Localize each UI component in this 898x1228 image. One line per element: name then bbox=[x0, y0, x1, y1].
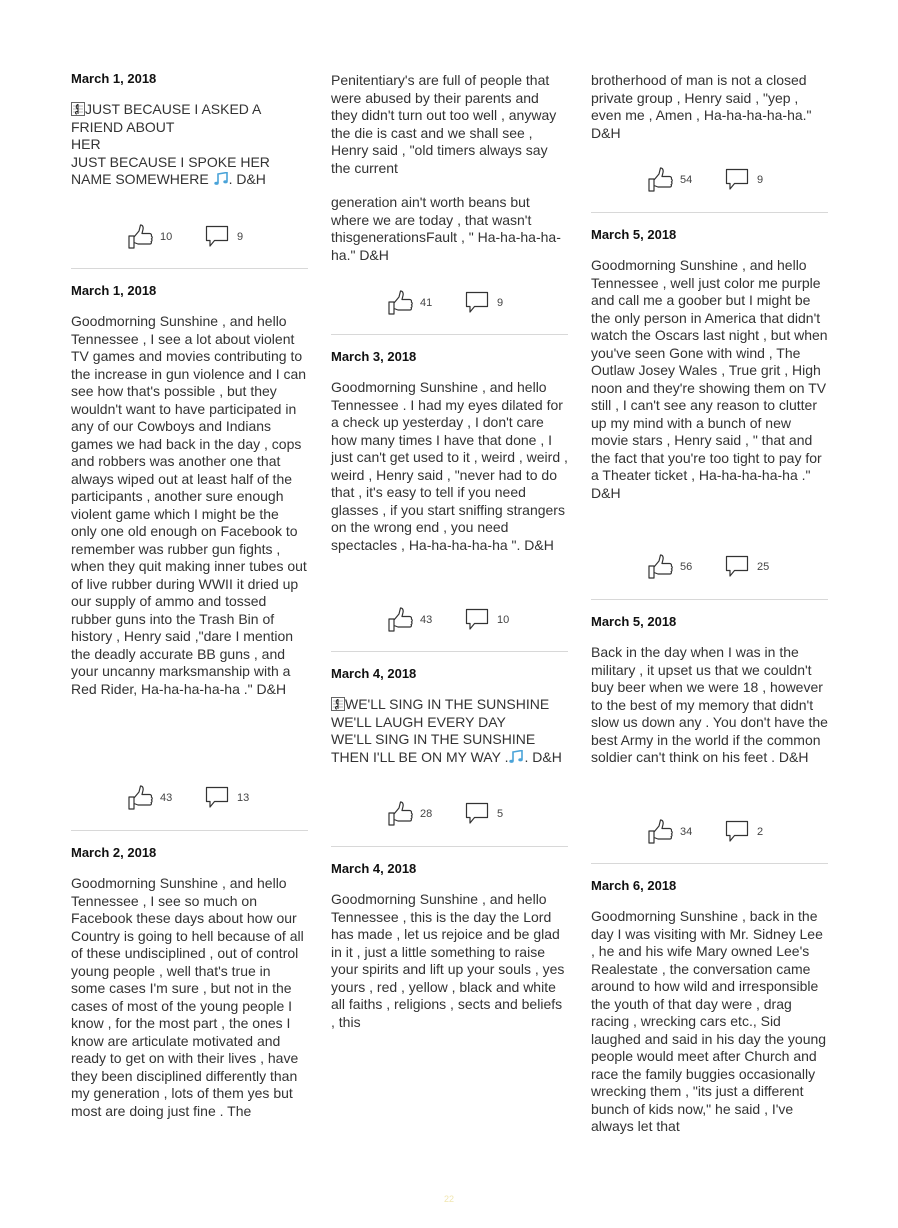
comment-count: 2 bbox=[757, 826, 764, 838]
comment-count: 9 bbox=[757, 174, 764, 186]
like-icon[interactable] bbox=[647, 167, 673, 193]
comment-icon[interactable] bbox=[464, 607, 490, 633]
post-text: Goodmorning Sunshine , and hello Tennessee , well just color me purple and call me a goober but I might be the only person in America that didn't watch the Oscars last night , but when you've seen Gone with wind , The Outlaw Josey Wales , True grit , High noon and they're showing them on TV still , I can't see any reason to clutter up my mind with a bunch of new movie stars , Henry said , " that and the fact that you're too tight to pay for a Theater ticket , Ha-ha-ha-ha-ha ." D&H bbox=[591, 257, 828, 501]
page-number: 22 bbox=[443, 1194, 454, 1204]
post-text: brotherhood of man is not a closed private group , Henry said , "yep , even me , Amen , Ha-ha-ha-ha-ha." D&H bbox=[591, 72, 812, 141]
post-text: Goodmorning Sunshine , back in the day I was visiting with Mr. Sidney Lee , he and his wife Mary owned Lee's Realestate , the conversation came around to how wild and irresponsible the youth of that day were , drag racing , wrecking cars etc., Sid laughed and said in his day the young people would meet after Church and race the family buggies occasionally wrecking them , "its just a different bunch of kids now," he said , I've always let that bbox=[591, 908, 827, 1134]
post-date: March 5, 2018 bbox=[591, 614, 677, 629]
divider bbox=[591, 863, 828, 864]
post-text: Goodmorning Sunshine , and hello Tennessee . I had my eyes dilated for a check up yesterday , I don't care how many times I have that done , I just can't get used to it , weird , weird , weird , Henry said , "never had to do that , it's easy to tell if you need glasses , if you start sniffing strangers on the wrong end , you need spectacles , Ha-ha-ha-ha-ha ". D&H bbox=[331, 379, 568, 553]
post-text: Goodmorning Sunshine , and hello Tennessee , I see a lot about violent TV games and movies contributing to the increase in gun violence and I can see how that's possible , but they wouldn't want to have participated in any of our Cowboys and Indians games we had back in the day , cops and robbers was another one that always wiped out at least half of the participants , another sure enough violent game which I might be the only one old enough on Facebook to remember was rubber gun fights , when they quit making inner tubes out of live rubber during WWII it dried up our supply of ammo and tossed rubber guns into the Trash Bin of history , Henry said ,"dare I mention the deadly accurate BB guns , and your uncanny marksmanship with a Red Rider, Ha-ha-ha-ha-ha ." D&H bbox=[71, 313, 307, 697]
like-icon[interactable] bbox=[387, 290, 413, 316]
comment-icon[interactable] bbox=[724, 554, 750, 580]
musical-score-icon bbox=[331, 697, 345, 711]
post-text: JUST BECAUSE I ASKED A FRIEND ABOUT HER JUST BECAUSE I SPOKE HER NAME SOMEWHERE bbox=[71, 101, 270, 187]
comment-icon[interactable] bbox=[724, 167, 750, 193]
comment-count: 25 bbox=[757, 561, 770, 573]
like-count: 43 bbox=[160, 792, 173, 804]
comment-count: 5 bbox=[497, 808, 504, 820]
comment-count: 9 bbox=[237, 231, 244, 243]
comment-count: 9 bbox=[497, 297, 504, 309]
post-date: March 3, 2018 bbox=[331, 349, 417, 364]
post-text: Back in the day when I was in the military , it upset us that we couldn't buy beer when we were 18 , however to the best of my memory that didn't slow us down any . You don't have the best Army in the world if the common soldier can't think on his feet . D&H bbox=[591, 644, 828, 765]
comment-count: 13 bbox=[237, 792, 250, 804]
like-icon[interactable] bbox=[387, 801, 413, 827]
post-text: Goodmorning Sunshine , and hello Tennessee , this is the day the Lord has made , let us rejoice and be glad in it , just a little something to raise your spirits and lift up your souls , yes yours , red , yellow , black and white all faiths , religions , sects and beliefs , this bbox=[331, 891, 565, 1030]
reaction-bar bbox=[591, 167, 828, 195]
divider bbox=[331, 651, 568, 652]
post-date: March 5, 2018 bbox=[591, 227, 677, 242]
like-count: 43 bbox=[420, 614, 433, 626]
divider bbox=[331, 334, 568, 335]
divider bbox=[331, 846, 568, 847]
like-icon[interactable] bbox=[647, 554, 673, 580]
reaction-bar bbox=[331, 801, 568, 829]
post-text: WE'LL SING IN THE SUNSHINE WE'LL LAUGH EVERY DAY WE'LL SING IN THE SUNSHINE THEN I'LL BE ON MY WAY . bbox=[331, 696, 550, 765]
post-text: Penitentiary's are full of people that were abused by their parents and they didn't turn out too well , anyway the die is cast and we shall see , Henry said , "old timers always say the current bbox=[331, 72, 557, 176]
reaction-bar bbox=[71, 785, 308, 813]
like-count: 41 bbox=[420, 297, 433, 309]
divider bbox=[71, 268, 308, 269]
reaction-bar bbox=[71, 224, 308, 252]
divider bbox=[591, 599, 828, 600]
post-text-continued: generation ain't worth beans but where we are today , that wasn't thisgenerationsFault , " Ha-ha-ha-ha-ha." D&H bbox=[331, 194, 561, 263]
like-count: 54 bbox=[680, 174, 693, 186]
like-count: 56 bbox=[680, 561, 693, 573]
comment-icon[interactable] bbox=[724, 819, 750, 845]
comment-icon[interactable] bbox=[204, 224, 230, 250]
post-text: Goodmorning Sunshine , and hello Tennessee , I see so much on Facebook these days about how our Country is going to hell because of all of these undisciplined , out of control young people , well that's true in some cases I'm sure , but not in the cases of most of the young people I know , for the most part , the ones I know are articulate motivated and ready to get on with their lives , have they been disciplined differently than my generation , lots of them yes but most are doing just fine . The bbox=[71, 875, 304, 1119]
comment-icon[interactable] bbox=[464, 290, 490, 316]
like-count: 28 bbox=[420, 808, 433, 820]
comment-icon[interactable] bbox=[204, 785, 230, 811]
divider bbox=[71, 830, 308, 831]
musical-score-icon bbox=[71, 102, 85, 116]
musical-notes-icon bbox=[213, 172, 229, 186]
divider bbox=[591, 212, 828, 213]
post-date: March 1, 2018 bbox=[71, 71, 157, 86]
like-icon[interactable] bbox=[647, 819, 673, 845]
post-date: March 4, 2018 bbox=[331, 861, 417, 876]
post-date: March 2, 2018 bbox=[71, 845, 157, 860]
post-date: March 4, 2018 bbox=[331, 666, 417, 681]
reaction-bar bbox=[331, 290, 568, 318]
like-count: 10 bbox=[160, 231, 173, 243]
post-body bbox=[71, 101, 308, 189]
comment-count: 10 bbox=[497, 614, 510, 626]
post-body bbox=[331, 696, 568, 766]
reaction-bar bbox=[591, 819, 828, 847]
post-date: March 1, 2018 bbox=[71, 283, 157, 298]
like-icon[interactable] bbox=[127, 785, 153, 811]
post-date: March 6, 2018 bbox=[591, 878, 677, 893]
post-suffix: . D&H bbox=[228, 171, 266, 187]
comment-icon[interactable] bbox=[464, 801, 490, 827]
musical-notes-icon bbox=[508, 750, 524, 764]
like-icon[interactable] bbox=[127, 224, 153, 250]
like-icon[interactable] bbox=[387, 607, 413, 633]
reaction-bar bbox=[591, 554, 828, 582]
reaction-bar bbox=[331, 607, 568, 635]
like-count: 34 bbox=[680, 826, 693, 838]
post-suffix: . D&H bbox=[524, 748, 562, 765]
